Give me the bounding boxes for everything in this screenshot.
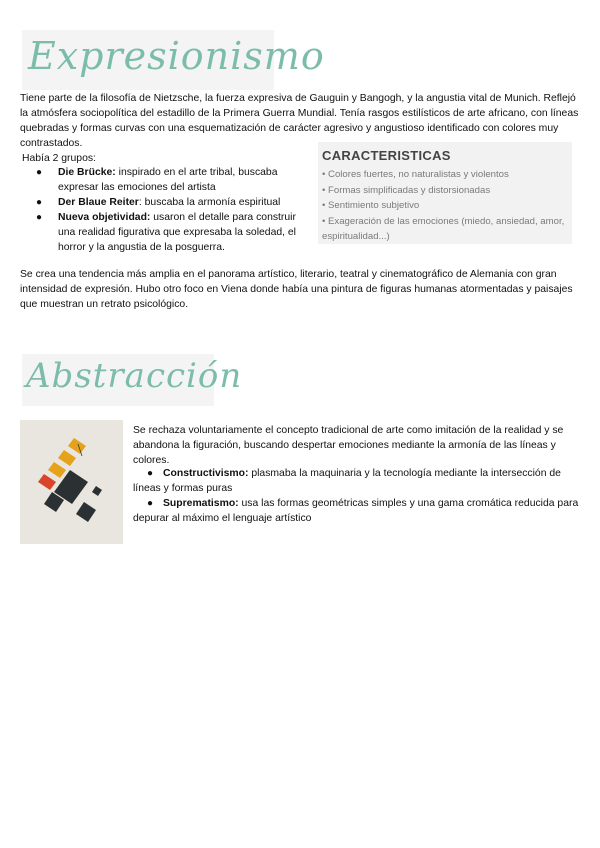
characteristics-heading: CARACTERISTICAS xyxy=(322,148,451,163)
abstraccion-intro: Se rechaza voluntariamente el concepto tradicional de arte como imitación de la realidad y se abandona la figuración, buscando despertar emociones mediante la armonía de las líneas y colores. xyxy=(133,425,564,466)
group-name: Der Blaue Reiter xyxy=(58,197,139,208)
bullet-icon: ● xyxy=(147,498,154,509)
list-item: • Exageración de las emociones (miedo, ansiedad, amor, espiritualidad...) xyxy=(322,215,565,243)
list-item: • Formas simplificadas y distorsionadas xyxy=(322,184,491,196)
expresionismo-title: Expresionismo xyxy=(28,34,325,78)
tendencia-paragraph: Se crea una tendencia más amplia en el panorama artístico, literario, teatral y cinematográfico de Alemania con gran intensidad de expresión. Hubo otro foco en Viena donde había una pintura de figuras humanas atormentadas y paisajes que muestran un retrato psicológico. xyxy=(20,269,573,310)
group-name: Nueva objetividad: xyxy=(58,212,151,223)
list-item xyxy=(20,165,310,195)
characteristics-card xyxy=(318,142,572,244)
list-item xyxy=(133,496,583,526)
group-text: : buscaba la armonía espiritual xyxy=(138,197,281,208)
list-item: • Sentimiento subjetivo xyxy=(322,200,420,212)
bullet-icon: ● xyxy=(147,468,154,479)
movement-text: usa las formas geométricas simples y una gama cromática reducida para depurar al máximo el lenguaje artístico xyxy=(133,498,579,524)
list-item xyxy=(20,195,310,210)
groups-label: Había 2 grupos: xyxy=(22,153,96,164)
suprematist-painting-image xyxy=(20,420,123,544)
list-item xyxy=(133,466,583,496)
expresionismo-intro: Tiene parte de la filosofía de Nietzsche, la fuerza expresiva de Gauguin y Bangogh, y la angustia vital de Munich. Reflejó la atmósfera sociopolítica del estadillo de la Primera Guerra Mundial. Tenía rasgos estilísticos de arte africano, con líneas quebradas y formas curvas con una esquematización de carácter agresivo y angustioso identificado con colores muy contrastados. xyxy=(20,93,579,149)
characteristics-list xyxy=(322,167,570,245)
expresionismo-title-box xyxy=(22,30,325,90)
list-item xyxy=(20,210,310,255)
bullet-icon: ● xyxy=(36,212,43,223)
abstraccion-list xyxy=(133,466,583,526)
movement-text: plasmaba la maquinaria y la tecnología mediante la intersección de líneas y formas puras xyxy=(133,468,561,494)
movement-name: Constructivismo: xyxy=(163,468,249,479)
movement-name: Suprematismo: xyxy=(163,498,239,509)
suprematist-painting-drawing xyxy=(20,420,123,544)
abstraccion-title-box xyxy=(22,354,243,406)
bullet-icon: ● xyxy=(36,167,43,178)
list-item: • Colores fuertes, no naturalistas y violentos xyxy=(322,169,509,180)
abstraccion-title: Abstracción xyxy=(26,356,243,396)
bullet-icon: ● xyxy=(36,197,43,208)
group-name: Die Brücke: xyxy=(58,167,116,178)
group-text: inspirado en el arte tribal, buscaba expresar las emociones del artista xyxy=(58,167,278,193)
group-text: usaron el detalle para construir una realidad figurativa que expresaba la soledad, el horror y la angustia de la posguerra. xyxy=(58,212,296,253)
groups-list xyxy=(20,165,310,255)
